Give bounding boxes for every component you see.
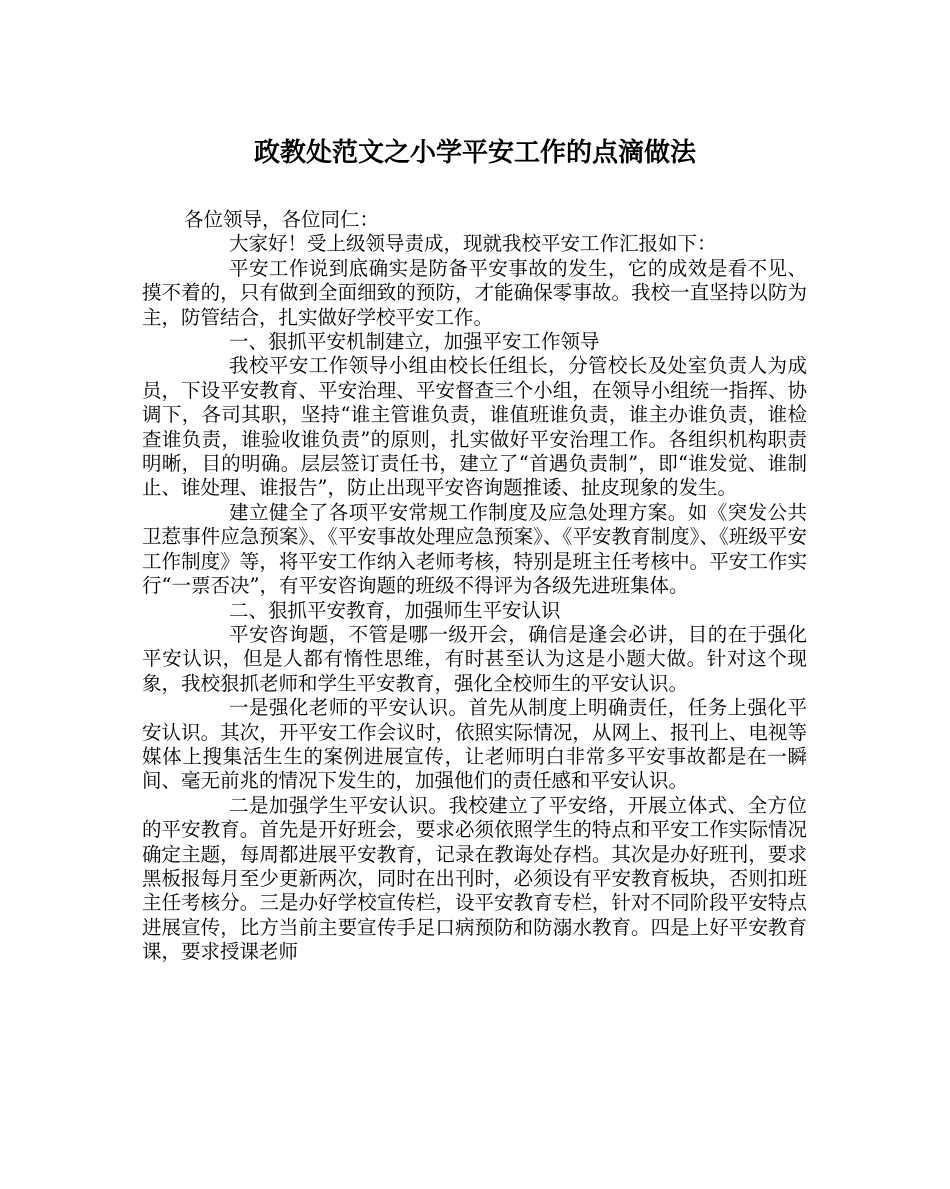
paragraph-regulations: 建立健全了各项平安常规工作制度及应急处理方案。如《突发公共卫惹事件应急预案》、《平安事故处理应急预案》、《平安教育制度》、《班级平安工作制度》等，将平安工作纳入老师考核，特别是班主任考核中。平安工作实行“一票否决”，有平安咨询题的班级不得评为各级先进班集体。 xyxy=(142,500,807,598)
paragraph-teacher-awareness: 一是强化老师的平安认识。首先从制度上明确责任，任务上强化平安认识。其次，开平安工作会议时，依照实际情况，从网上、报刊上、电视等媒体上搜集活生生的案例进展宣传，让老师明白非常多平安事故都是在一瞬间、毫无前兆的情况下发生的，加强他们的责任感和平安认识。 xyxy=(142,696,807,793)
section-heading-1: 一、狠抓平安机制建立，加强平安工作领导 xyxy=(229,330,600,354)
paragraph-student-awareness: 二是加强学生平安认识。我校建立了平安络，开展立体式、全方位的平安教育。首先是开好班会，要求必须依照学生的特点和平安工作实际情况确定主题，每周都进展平安教育，记录在教诲处存档。其次是办好班刊，要求黑板报每月至少更新两次，同时在出刊时，必须设有平安教育板块，否则扣班主任考核分。三是办好学校宣传栏，设平安教育专栏，针对不同阶段平安特点进展宣传，比方当前主要宣传手足口病预防和防溺水教育。四是上好平安教育课，要求授课老师 xyxy=(142,793,807,964)
opening-line: 大家好！受上级领导责成，现就我校平安工作汇报如下： xyxy=(229,232,717,256)
greeting-line: 各位领导，各位同仁： xyxy=(184,208,380,231)
paragraph-intro: 平安工作说到底确实是防备平安事故的发生，它的成效是看不见、摸不着的，只有做到全面细致的预防，才能确保零事故。我校一直坚持以防为主，防管结合，扎实做好学校平安工作。 xyxy=(142,256,807,329)
paragraph-awareness: 平安咨询题，不管是哪一级开会，确信是逢会必讲，目的在于强化平安认识，但是人都有惰性思维，有时甚至认为这是小题大做。针对这个现象，我校狠抓老师和学生平安教育，强化全校师生的平安认识。 xyxy=(142,622,807,695)
document-body xyxy=(142,208,807,965)
section-heading-2: 二、狠抓平安教育，加强师生平安认识 xyxy=(229,598,561,622)
paragraph-leadership: 我校平安工作领导小组由校长任组长，分管校长及处室负责人为成员，下设平安教育、平安治理、平安督查三个小组，在领导小组统一指挥、协调下，各司其职，坚持“谁主管谁负责，谁值班谁负责，谁主办谁负责，谁检查谁负责，谁验收谁负责”的原则，扎实做好平安治理工作。各组织机构职责明晰，目的明确。层层签订责任书，建立了“首遇负责制”，即“谁发觉、谁制止、谁处理、谁报告”，防止出现平安咨询题推诿、扯皮现象的发生。 xyxy=(142,354,807,500)
document-title: 政教处范文之小学平安工作的点滴做法 xyxy=(253,138,696,168)
